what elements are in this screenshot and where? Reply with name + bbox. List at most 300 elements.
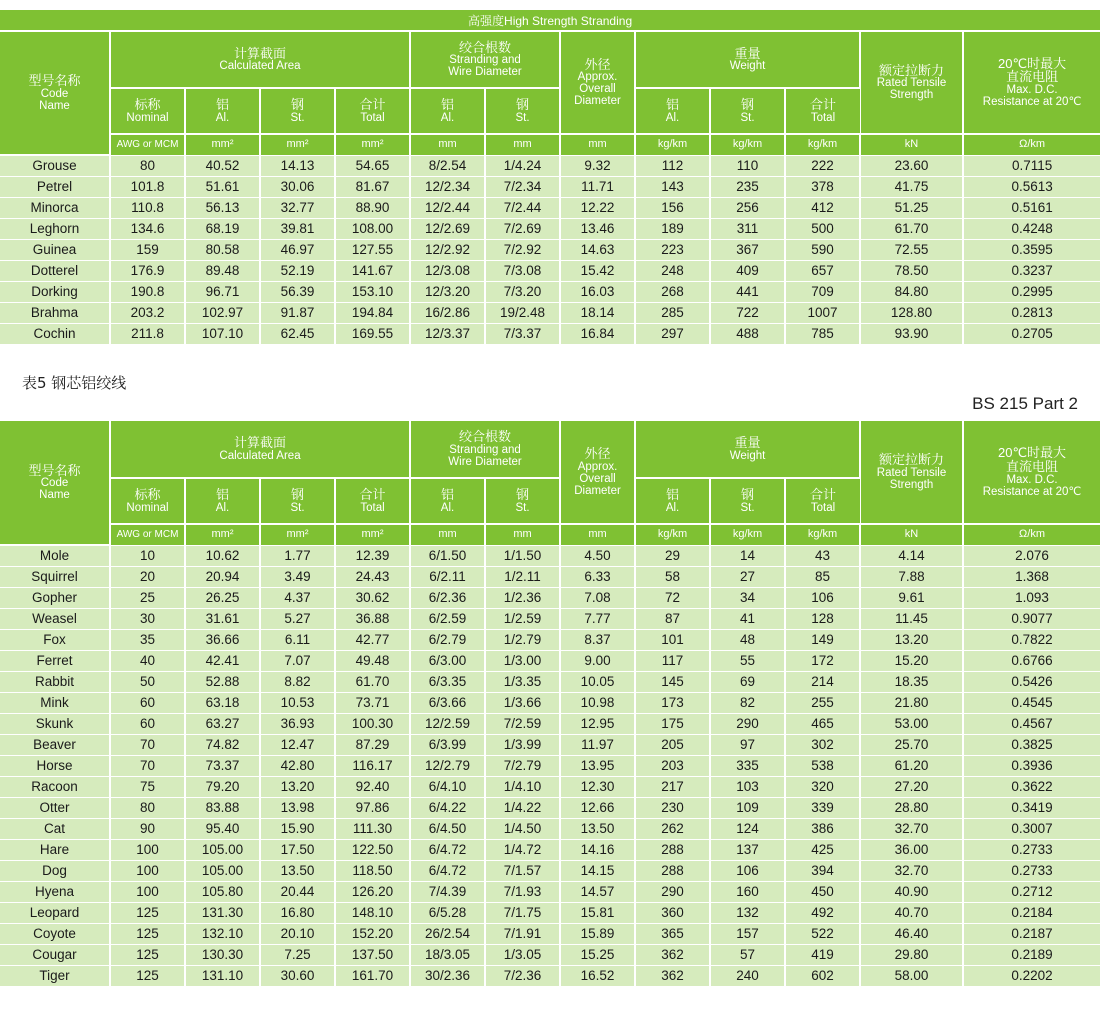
table-row: [0, 797, 1100, 818]
st-weight-cell: 69: [710, 671, 785, 692]
resistance-cell: 0.9077: [963, 608, 1100, 629]
diameter-cell: 10.05: [560, 671, 635, 692]
unit-kgkm: kg/km: [635, 134, 710, 155]
tensile-strength-cell: 18.35: [860, 671, 963, 692]
st-strand-cell: 7/3.37: [485, 323, 560, 344]
al-area-cell: 31.61: [185, 608, 260, 629]
st-weight-cell: 367: [710, 239, 785, 260]
st-weight-cell: 441: [710, 281, 785, 302]
total-weight-cell: 320: [785, 776, 860, 797]
al-area-cell: 68.19: [185, 218, 260, 239]
al-strand-cell: 6/4.72: [410, 839, 485, 860]
weight-header: 重量 Weight: [635, 421, 860, 478]
al-area-cell: 80.58: [185, 239, 260, 260]
al-area-cell: 20.94: [185, 566, 260, 587]
code-cell: Hyena: [0, 881, 110, 902]
total-area-cell: 88.90: [335, 197, 410, 218]
al-strand-cell: 6/3.35: [410, 671, 485, 692]
total-weight-cell: 1007: [785, 302, 860, 323]
st-area-cell: 10.53: [260, 692, 335, 713]
total-area-cell: 111.30: [335, 818, 410, 839]
nominal-cell: 70: [110, 755, 185, 776]
total-weight-cell: 302: [785, 734, 860, 755]
st-strand-cell: 1/3.66: [485, 692, 560, 713]
al-area-cell: 105.80: [185, 881, 260, 902]
al-strand-cell: 6/2.36: [410, 587, 485, 608]
al-strand-cell: 7/4.39: [410, 881, 485, 902]
table-row: [0, 755, 1100, 776]
resistance-header: 20℃时最大 直流电阻 Max. D.C. Resistance at 20℃: [963, 31, 1100, 134]
code-cell: Weasel: [0, 608, 110, 629]
st-area-cell: 36.93: [260, 713, 335, 734]
al-strand-cell: 12/2.44: [410, 197, 485, 218]
al-strand-cell: 12/2.79: [410, 755, 485, 776]
st-strand-cell: 7/1.57: [485, 860, 560, 881]
total-weight-cell: 657: [785, 260, 860, 281]
st-weight-cell: 124: [710, 818, 785, 839]
nominal-cell: 100: [110, 881, 185, 902]
st-weight-cell: 722: [710, 302, 785, 323]
nominal-cell: 60: [110, 692, 185, 713]
weight-header: 重量 Weight: [635, 31, 860, 88]
al-area-cell: 36.66: [185, 629, 260, 650]
al-weight-cell: 205: [635, 734, 710, 755]
table2-body: [0, 545, 1100, 986]
tensile-strength-cell: 93.90: [860, 323, 963, 344]
al-weight-cell: 268: [635, 281, 710, 302]
st-area-cell: 13.50: [260, 860, 335, 881]
al-strand-cell: 12/2.92: [410, 239, 485, 260]
diameter-cell: 14.57: [560, 881, 635, 902]
st-strand-cell: 7/2.79: [485, 755, 560, 776]
unit-mm2: mm²: [260, 524, 335, 545]
total-area-cell: 100.30: [335, 713, 410, 734]
st-area-cell: 6.11: [260, 629, 335, 650]
code-cell: Cat: [0, 818, 110, 839]
stranding-header: 绞合根数 Stranding and Wire Diameter: [410, 31, 560, 88]
al-strand-cell: 26/2.54: [410, 923, 485, 944]
resistance-cell: 0.3419: [963, 797, 1100, 818]
total-weight-cell: 43: [785, 545, 860, 566]
table1-body: [0, 155, 1100, 344]
nominal-subheader: 标称 Nominal: [110, 88, 185, 134]
code-name-header: 型号名称 Code Name: [0, 421, 110, 545]
st-strand-subheader: 钢 St.: [485, 478, 560, 524]
tensile-strength-cell: 4.14: [860, 545, 963, 566]
st-weight-cell: 256: [710, 197, 785, 218]
code-cell: Rabbit: [0, 671, 110, 692]
al-weight-cell: 203: [635, 755, 710, 776]
resistance-cell: 1.093: [963, 587, 1100, 608]
al-area-cell: 130.30: [185, 944, 260, 965]
tensile-strength-cell: 40.70: [860, 902, 963, 923]
st-strand-cell: 1/2.11: [485, 566, 560, 587]
table-row: [0, 566, 1100, 587]
nominal-cell: 159: [110, 239, 185, 260]
al-weight-cell: 285: [635, 302, 710, 323]
total-weight-cell: 500: [785, 218, 860, 239]
table-row: [0, 281, 1100, 302]
total-area-cell: 148.10: [335, 902, 410, 923]
resistance-cell: 0.2733: [963, 839, 1100, 860]
total-area-cell: 169.55: [335, 323, 410, 344]
st-strand-cell: 1/2.79: [485, 629, 560, 650]
st-weight-cell: 335: [710, 755, 785, 776]
total-area-cell: 42.77: [335, 629, 410, 650]
resistance-cell: 0.4545: [963, 692, 1100, 713]
table-row: [0, 629, 1100, 650]
tensile-strength-cell: 15.20: [860, 650, 963, 671]
code-cell: Dotterel: [0, 260, 110, 281]
total-area-cell: 126.20: [335, 881, 410, 902]
code-cell: Minorca: [0, 197, 110, 218]
tensile-strength-cell: 84.80: [860, 281, 963, 302]
tensile-strength-header: 额定拉断力 Rated Tensile Strength: [860, 31, 963, 134]
st-weight-cell: 14: [710, 545, 785, 566]
al-strand-cell: 30/2.36: [410, 965, 485, 986]
code-cell: Gopher: [0, 587, 110, 608]
nominal-cell: 125: [110, 923, 185, 944]
table-row: [0, 650, 1100, 671]
st-weight-cell: 160: [710, 881, 785, 902]
al-area-cell: 95.40: [185, 818, 260, 839]
code-cell: Ferret: [0, 650, 110, 671]
st-weight-cell: 109: [710, 797, 785, 818]
table-row: [0, 902, 1100, 923]
diameter-cell: 15.25: [560, 944, 635, 965]
table-row: [0, 545, 1100, 566]
unit-kgkm: kg/km: [710, 134, 785, 155]
al-strand-cell: 6/2.79: [410, 629, 485, 650]
total-area-cell: 127.55: [335, 239, 410, 260]
nominal-cell: 211.8: [110, 323, 185, 344]
stranding-header: 绞合根数 Stranding and Wire Diameter: [410, 421, 560, 478]
total-weight-cell: 386: [785, 818, 860, 839]
total-area-cell: 161.70: [335, 965, 410, 986]
tensile-strength-cell: 27.20: [860, 776, 963, 797]
unit-mm: mm: [410, 134, 485, 155]
st-weight-cell: 55: [710, 650, 785, 671]
table-row: [0, 839, 1100, 860]
st-strand-cell: 7/2.59: [485, 713, 560, 734]
al-area-cell: 74.82: [185, 734, 260, 755]
resistance-cell: 0.3007: [963, 818, 1100, 839]
st-strand-cell: 7/1.75: [485, 902, 560, 923]
al-strand-cell: 12/2.69: [410, 218, 485, 239]
al-area-cell: 132.10: [185, 923, 260, 944]
total-area-cell: 92.40: [335, 776, 410, 797]
st-strand-cell: 1/1.50: [485, 545, 560, 566]
al-weight-cell: 175: [635, 713, 710, 734]
total-weight-cell: 214: [785, 671, 860, 692]
table-caption: 表5 钢芯铝绞线: [22, 374, 127, 392]
st-area-cell: 1.77: [260, 545, 335, 566]
al-strand-cell: 6/3.66: [410, 692, 485, 713]
total-weight-cell: 538: [785, 755, 860, 776]
diameter-cell: 12.95: [560, 713, 635, 734]
unit-mm: mm: [410, 524, 485, 545]
calculated-area-header: 计算截面 Calculated Area: [110, 421, 410, 478]
resistance-cell: 0.7115: [963, 155, 1100, 176]
total-area-cell: 12.39: [335, 545, 410, 566]
st-area-subheader: 钢 St.: [260, 478, 335, 524]
al-strand-cell: 12/2.34: [410, 176, 485, 197]
total-weight-cell: 149: [785, 629, 860, 650]
resistance-cell: 0.2202: [963, 965, 1100, 986]
al-strand-cell: 6/2.11: [410, 566, 485, 587]
al-weight-cell: 145: [635, 671, 710, 692]
diameter-cell: 10.98: [560, 692, 635, 713]
total-area-cell: 97.86: [335, 797, 410, 818]
total-weight-cell: 85: [785, 566, 860, 587]
st-area-cell: 30.60: [260, 965, 335, 986]
al-strand-cell: 18/3.05: [410, 944, 485, 965]
total-area-cell: 54.65: [335, 155, 410, 176]
diameter-cell: 13.95: [560, 755, 635, 776]
al-strand-cell: 6/2.59: [410, 608, 485, 629]
total-weight-cell: 602: [785, 965, 860, 986]
al-weight-cell: 217: [635, 776, 710, 797]
st-weight-cell: 157: [710, 923, 785, 944]
st-area-cell: 42.80: [260, 755, 335, 776]
st-strand-cell: 1/4.24: [485, 155, 560, 176]
al-area-subheader: 铝 Al.: [185, 88, 260, 134]
tensile-strength-cell: 78.50: [860, 260, 963, 281]
diameter-cell: 7.77: [560, 608, 635, 629]
unit-awg: AWG or MCM: [110, 134, 185, 155]
al-area-cell: 10.62: [185, 545, 260, 566]
nominal-cell: 50: [110, 671, 185, 692]
total-weight-cell: 419: [785, 944, 860, 965]
st-strand-cell: 1/3.99: [485, 734, 560, 755]
tensile-strength-cell: 7.88: [860, 566, 963, 587]
al-weight-cell: 117: [635, 650, 710, 671]
st-strand-cell: 7/2.92: [485, 239, 560, 260]
al-area-cell: 131.10: [185, 965, 260, 986]
st-strand-cell: 1/4.10: [485, 776, 560, 797]
unit-ohm: Ω/km: [963, 524, 1100, 545]
al-weight-cell: 248: [635, 260, 710, 281]
diameter-header: 外径 Approx. Overall Diameter: [560, 421, 635, 524]
al-weight-subheader: 铝 Al.: [635, 88, 710, 134]
code-name-header: 型号名称 Code Name: [0, 31, 110, 155]
table-row: [0, 302, 1100, 323]
resistance-cell: 0.3237: [963, 260, 1100, 281]
code-cell: Cochin: [0, 323, 110, 344]
total-area-cell: 118.50: [335, 860, 410, 881]
diameter-cell: 16.03: [560, 281, 635, 302]
diameter-cell: 14.16: [560, 839, 635, 860]
nominal-cell: 125: [110, 902, 185, 923]
code-cell: Leopard: [0, 902, 110, 923]
al-area-cell: 40.52: [185, 155, 260, 176]
unit-kgkm: kg/km: [785, 524, 860, 545]
tensile-strength-cell: 128.80: [860, 302, 963, 323]
diameter-cell: 14.15: [560, 860, 635, 881]
st-area-cell: 39.81: [260, 218, 335, 239]
total-area-cell: 141.67: [335, 260, 410, 281]
st-area-cell: 13.98: [260, 797, 335, 818]
st-strand-subheader: 钢 St.: [485, 88, 560, 134]
nominal-cell: 203.2: [110, 302, 185, 323]
table-row: [0, 944, 1100, 965]
resistance-cell: 0.6766: [963, 650, 1100, 671]
st-weight-cell: 290: [710, 713, 785, 734]
nominal-cell: 100: [110, 839, 185, 860]
nominal-cell: 70: [110, 734, 185, 755]
st-weight-cell: 97: [710, 734, 785, 755]
al-strand-cell: 6/3.99: [410, 734, 485, 755]
diameter-cell: 4.50: [560, 545, 635, 566]
st-weight-cell: 106: [710, 860, 785, 881]
unit-kgkm: kg/km: [635, 524, 710, 545]
st-strand-cell: 1/2.59: [485, 608, 560, 629]
al-weight-cell: 365: [635, 923, 710, 944]
total-weight-cell: 522: [785, 923, 860, 944]
table-row: [0, 923, 1100, 944]
diameter-cell: 12.22: [560, 197, 635, 218]
total-weight-cell: 394: [785, 860, 860, 881]
total-weight-cell: 465: [785, 713, 860, 734]
total-weight-cell: 378: [785, 176, 860, 197]
st-strand-cell: 19/2.48: [485, 302, 560, 323]
table-row: [0, 587, 1100, 608]
al-area-cell: 63.18: [185, 692, 260, 713]
nominal-cell: 75: [110, 776, 185, 797]
st-weight-cell: 488: [710, 323, 785, 344]
code-cell: Mole: [0, 545, 110, 566]
al-area-cell: 131.30: [185, 902, 260, 923]
diameter-cell: 9.32: [560, 155, 635, 176]
al-strand-cell: 12/3.20: [410, 281, 485, 302]
diameter-cell: 16.84: [560, 323, 635, 344]
al-weight-cell: 72: [635, 587, 710, 608]
st-strand-cell: 7/2.69: [485, 218, 560, 239]
total-area-cell: 137.50: [335, 944, 410, 965]
total-weight-cell: 425: [785, 839, 860, 860]
al-weight-cell: 262: [635, 818, 710, 839]
total-area-cell: 30.62: [335, 587, 410, 608]
tensile-strength-cell: 11.45: [860, 608, 963, 629]
tensile-strength-cell: 36.00: [860, 839, 963, 860]
st-area-cell: 7.07: [260, 650, 335, 671]
nominal-cell: 101.8: [110, 176, 185, 197]
total-weight-cell: 492: [785, 902, 860, 923]
diameter-cell: 16.52: [560, 965, 635, 986]
diameter-cell: 11.71: [560, 176, 635, 197]
code-cell: Squirrel: [0, 566, 110, 587]
al-strand-subheader: 铝 Al.: [410, 88, 485, 134]
tensile-strength-cell: 72.55: [860, 239, 963, 260]
total-area-cell: 122.50: [335, 839, 410, 860]
resistance-cell: 2.076: [963, 545, 1100, 566]
unit-mm: mm: [485, 134, 560, 155]
al-weight-subheader: 铝 Al.: [635, 478, 710, 524]
al-weight-cell: 156: [635, 197, 710, 218]
al-area-cell: 73.37: [185, 755, 260, 776]
st-area-cell: 8.82: [260, 671, 335, 692]
tensile-strength-cell: 61.70: [860, 218, 963, 239]
table-row: [0, 197, 1100, 218]
table-row: [0, 671, 1100, 692]
st-weight-cell: 110: [710, 155, 785, 176]
diameter-cell: 11.97: [560, 734, 635, 755]
st-weight-cell: 82: [710, 692, 785, 713]
tensile-strength-cell: 40.90: [860, 881, 963, 902]
st-weight-cell: 41: [710, 608, 785, 629]
code-cell: Otter: [0, 797, 110, 818]
al-weight-cell: 101: [635, 629, 710, 650]
table-row: [0, 734, 1100, 755]
diameter-cell: 9.00: [560, 650, 635, 671]
al-strand-cell: 12/3.37: [410, 323, 485, 344]
al-strand-cell: 6/3.00: [410, 650, 485, 671]
st-area-cell: 12.47: [260, 734, 335, 755]
table-row: [0, 965, 1100, 986]
st-area-cell: 46.97: [260, 239, 335, 260]
total-weight-subheader: 合计 Total: [785, 478, 860, 524]
al-weight-cell: 297: [635, 323, 710, 344]
resistance-cell: 0.3825: [963, 734, 1100, 755]
standard-label: BS 215 Part 2: [972, 394, 1078, 413]
code-cell: Dorking: [0, 281, 110, 302]
al-strand-cell: 12/2.59: [410, 713, 485, 734]
nominal-cell: 100: [110, 860, 185, 881]
resistance-cell: 1.368: [963, 566, 1100, 587]
st-strand-cell: 1/4.50: [485, 818, 560, 839]
st-weight-subheader: 钢 St.: [710, 88, 785, 134]
st-strand-cell: 1/4.72: [485, 839, 560, 860]
st-area-cell: 13.20: [260, 776, 335, 797]
st-weight-cell: 240: [710, 965, 785, 986]
diameter-cell: 13.46: [560, 218, 635, 239]
unit-mm: mm: [560, 134, 635, 155]
resistance-cell: 0.5161: [963, 197, 1100, 218]
resistance-cell: 0.5426: [963, 671, 1100, 692]
total-area-cell: 81.67: [335, 176, 410, 197]
nominal-cell: 125: [110, 965, 185, 986]
al-area-cell: 42.41: [185, 650, 260, 671]
tensile-strength-cell: 13.20: [860, 629, 963, 650]
tensile-strength-cell: 61.20: [860, 755, 963, 776]
table-row: [0, 881, 1100, 902]
st-area-cell: 91.87: [260, 302, 335, 323]
al-strand-cell: 8/2.54: [410, 155, 485, 176]
al-weight-cell: 290: [635, 881, 710, 902]
st-strand-cell: 7/3.08: [485, 260, 560, 281]
resistance-cell: 0.3595: [963, 239, 1100, 260]
code-cell: Skunk: [0, 713, 110, 734]
resistance-cell: 0.5613: [963, 176, 1100, 197]
unit-mm2: mm²: [185, 524, 260, 545]
al-area-cell: 52.88: [185, 671, 260, 692]
al-weight-cell: 288: [635, 839, 710, 860]
st-weight-cell: 235: [710, 176, 785, 197]
st-strand-cell: 7/2.44: [485, 197, 560, 218]
unit-mm2: mm²: [335, 134, 410, 155]
resistance-cell: 0.4248: [963, 218, 1100, 239]
tensile-strength-cell: 51.25: [860, 197, 963, 218]
st-strand-cell: 7/2.34: [485, 176, 560, 197]
tensile-strength-cell: 46.40: [860, 923, 963, 944]
st-strand-cell: 1/3.05: [485, 944, 560, 965]
st-area-cell: 30.06: [260, 176, 335, 197]
al-area-cell: 102.97: [185, 302, 260, 323]
tensile-strength-cell: 53.00: [860, 713, 963, 734]
total-area-cell: 108.00: [335, 218, 410, 239]
total-weight-cell: 339: [785, 797, 860, 818]
diameter-cell: 18.14: [560, 302, 635, 323]
